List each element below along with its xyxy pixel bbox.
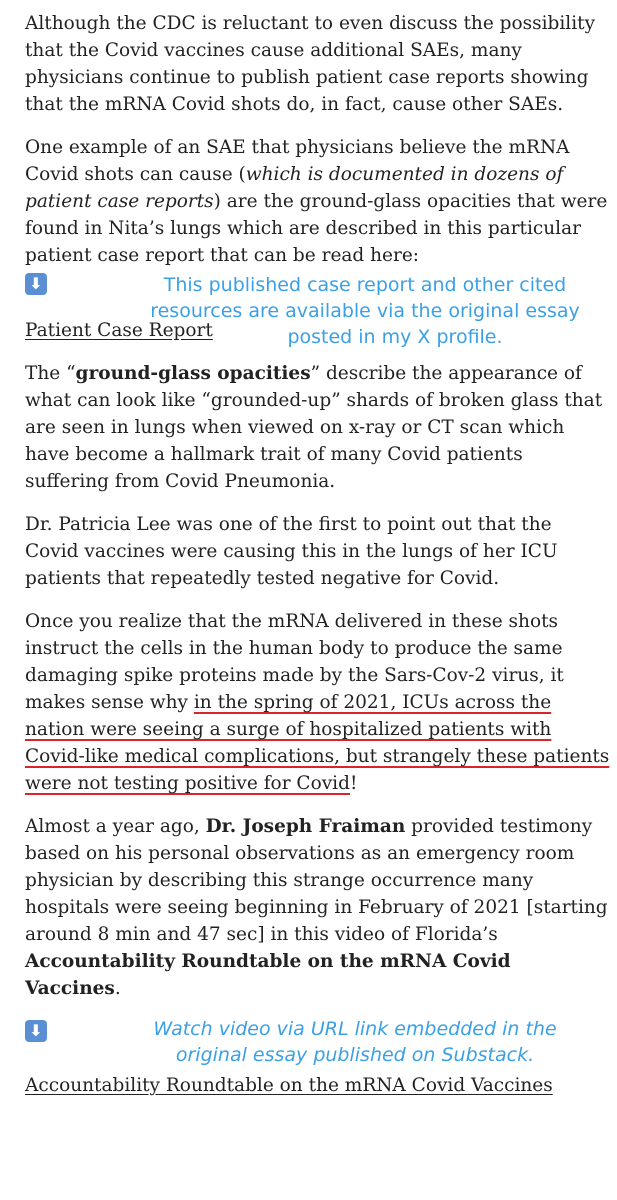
arrow-row-2 [25,1016,610,1066]
text: One example of an SAE that physicians believe the mRNA Covid shots can cause ( [25,137,570,185]
annotation-line: original essay published on Substack. [175,1044,535,1066]
annotation-line: posted in my X profile. [287,326,503,348]
bold-text: ground-glass opacities [75,363,311,384]
text: ” describe the appearance of what can look like “grounded-up” shards of broken glass that are seen in lungs when viewed on x-ray or CT scan which have become a hallmark trait of many Covid patients suffering from Covid Pneumonia. [25,363,603,492]
down-arrow-icon: ⬇ [25,1020,47,1042]
text: provided testimony based on his personal observations as an emergency room physician by describing this strange occurrence many hospitals were seeing beginning in February of 2021 [starting around 8 min and 47 sec] in this video of Florida’s [25,816,608,945]
roundtable-video-link[interactable]: Accountability Roundtable on the mRNA Covid Vaccines [25,1075,553,1096]
red-underlined-text: in the spring of 2021, ICUs across the nation were seeing a surge of hospitalized patients with Covid-like medical complications, but strangely these patients were not testing positive for Covid [25,692,610,794]
article-body [25,10,610,1099]
text: ) are the ground-glass opacities that were found in Nita’s lungs which are described in this particular patient case report that can be read here: [25,191,608,266]
annotation-line: resources are available via the original essay [150,300,580,322]
annotation-case-report [125,272,605,350]
text: . [114,978,121,999]
text: The “ [25,363,76,384]
annotation-video [125,1016,585,1068]
paragraph-patricia-lee: Dr. Patricia Lee was one of the first to point out that the Covid vaccines were causing this in the lungs of her ICU patients that repeatedly tested negative for Covid. [25,514,558,589]
paragraph-mrna [25,608,610,797]
annotation-line: This published case report and other cited [163,274,567,296]
text: ! [349,773,358,794]
text: Almost a year ago, [25,816,206,837]
paragraph-cdc: Although the CDC is reluctant to even discuss the possibility that the Covid vaccines cause additional SAEs, many physicians continue to publish patient case reports showing that the mRNA Covid shots do, in fact, cause other SAEs. [25,13,596,115]
paragraph-ground-glass [25,360,610,495]
paragraph-sae-example [25,134,610,269]
down-arrow-icon: ⬇ [25,273,47,295]
paragraph-fraiman [25,813,610,1002]
bold-text: Accountability Roundtable on the mRNA Covid Vaccines [25,951,511,999]
annotation-line: Watch video via URL link embedded in the [153,1018,557,1040]
patient-case-report-link[interactable]: Patient Case Report [25,320,213,341]
italic-text: which is documented in dozens of patient case reports [25,164,564,212]
bold-text: Dr. Joseph Fraiman [205,816,406,837]
text: Once you realize that the mRNA delivered in these shots instruct the cells in the human body to produce the same damaging spike proteins made by the Sars-Cov-2 virus, it makes sense why [25,611,564,713]
